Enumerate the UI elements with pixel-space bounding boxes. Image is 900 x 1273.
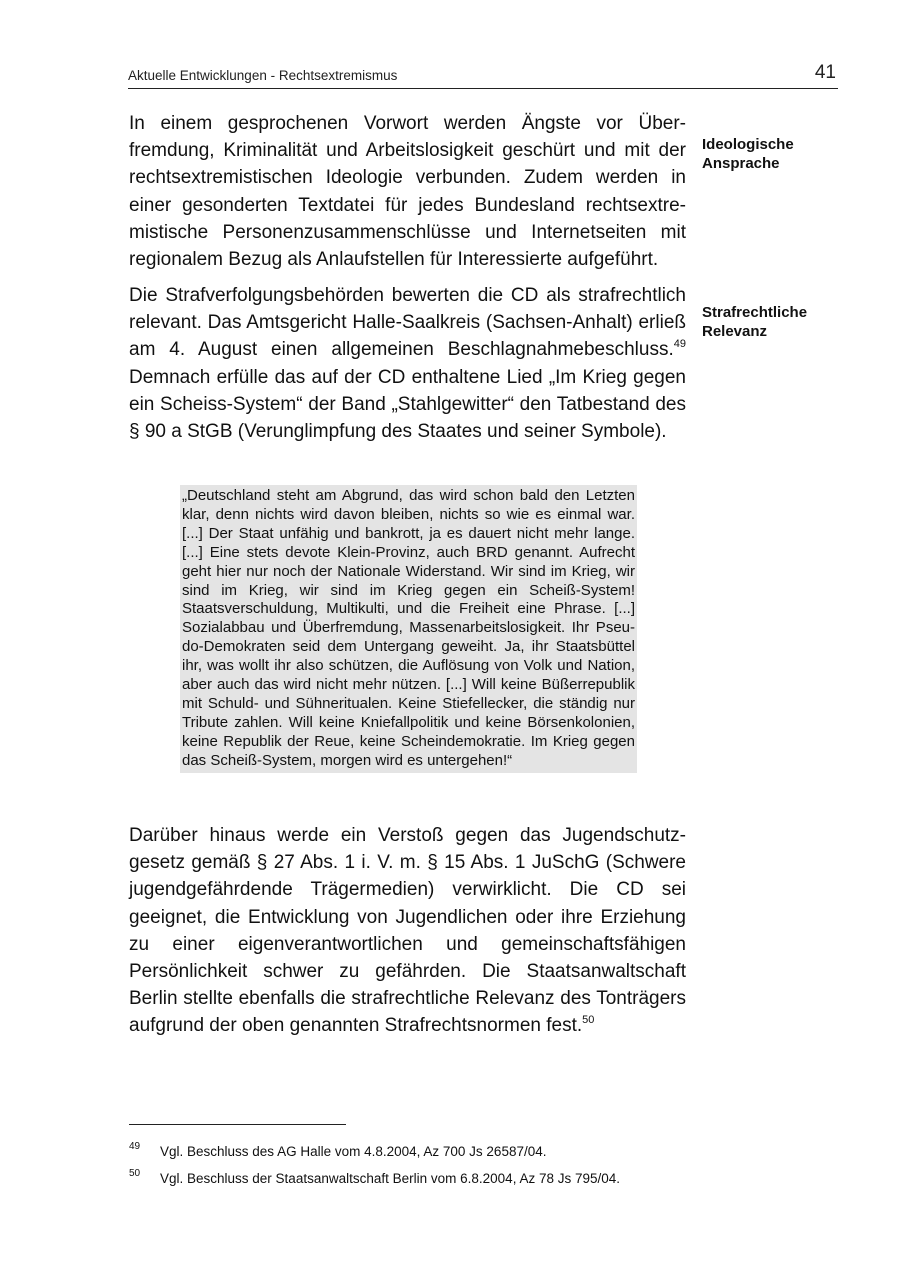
body-paragraph bbox=[129, 282, 686, 445]
footnote-number: 50 bbox=[129, 1168, 141, 1179]
footnote-text: Vgl. Beschluss des AG Halle vom 4.8.2004, Az 700 Js 26587/04. bbox=[160, 1144, 547, 1159]
quote-block: „Deutschland steht am Abgrund, das wird schon bald den Letzten klar, denn nichts wird davon bleiben, nichts so wie es einmal war. [...] Der Staat unfähig und bankrott, ja es dauert nicht mehr lange. [...] Eine stets devote Klein-Provinz, auch BRD genannt. Aufrecht geht hier nur noch der Nationale Widerstand. Wir sind im Krieg, wir sind im Krieg, wir sind im Krieg gegen ein Scheiß-System! Staatsverschuldung, Multikulti, und die Freiheit eine Phrase. [...] Sozialabbau und Überfremdung, Massenarbeitslosigkeit. Ihr Pseudo-Demokraten seid dem Untergang geweiht. Ja, ihr Staatsbüttel ihr, was wollt ihr also schützen, die Auflösung von Volk und Nation, aber auch das wird nicht mehr nützen. [...] Will keine Büßerrepublik mit Schuld- und Sühneritualen. Keine Stiefellecker, die ständig nur Tribute zahlen. Will keine Kniefallpolitik und keine Börsenkolonien, keine Republik der Reue, keine Scheindemokratie. Im Krieg gegen das Scheiß-System, morgen wird es untergehen!“ bbox=[180, 485, 637, 773]
footnote-separator bbox=[129, 1124, 346, 1125]
page-header bbox=[128, 60, 838, 89]
paragraph-text: Darüber hinaus werde ein Verstoß gegen das Jugendschutzgesetz gemäß § 27 Abs. 1 i. V. m. § 15 Abs. 1 JuSchG (Schwere jugendgefährdende Trägermedien) verwirklicht. Die CD sei geeignet, die Entwicklung von Jugendlichen oder ihre Erziehung zu einer eigenverantwortlichen und gemeinschaftsfähigen Persönlichkeit schwer zu gefährden. Die Staatsanwaltschaft Berlin stellte ebenfalls die strafrechtliche Relevanz des Tonträgers aufgrund der oben genannten Strafrechtsnormen fest. bbox=[129, 825, 686, 1037]
running-header-title: Aktuelle Entwicklungen - Rechtsextremismus bbox=[128, 68, 398, 83]
footnote-reference: 49 bbox=[673, 338, 686, 351]
body-paragraph bbox=[129, 822, 686, 1040]
margin-note: Strafrechtliche Relevanz bbox=[702, 304, 808, 340]
footnote-text: Vgl. Beschluss der Staatsanwaltschaft Berlin vom 6.8.2004, Az 78 Js 795/04. bbox=[160, 1171, 621, 1186]
footnote-number: 49 bbox=[129, 1141, 141, 1152]
paragraph-text: Die Strafverfolgungsbehörden bewerten die CD als strafrechtlich relevant. Das Amtsgericht Halle-Saalkreis (Sachsen-Anhalt) erließ am 4. August einen allgemeinen Beschlagnahmebeschluss. bbox=[129, 285, 686, 361]
margin-note: Ideologische Ansprache bbox=[702, 136, 794, 172]
page-number: 41 bbox=[814, 62, 836, 83]
paragraph-text: Demnach erfülle das auf der CD enthaltene Lied „Im Krieg gegen ein Scheiss-System“ der Band „Stahlgewitter“ den Tatbestand des § 90 a StGB (Verunglimpfung des Staates und seiner Symbole). bbox=[129, 366, 686, 443]
footnote-reference: 50 bbox=[582, 1014, 595, 1027]
body-paragraph: In einem gesprochenen Vorwort werden Ängste vor Überfremdung, Kriminalität und Arbeitslosigkeit geschürt und mit der rechtsextremistischen Ideologie verbunden. Zudem werden in einer gesonderten Textdatei für jedes Bundesland rechtsextremistische Personenzusammenschlüsse und Internetseiten mit regionalem Bezug als Anlaufstellen für Interessierte aufgeführt. bbox=[129, 113, 686, 271]
